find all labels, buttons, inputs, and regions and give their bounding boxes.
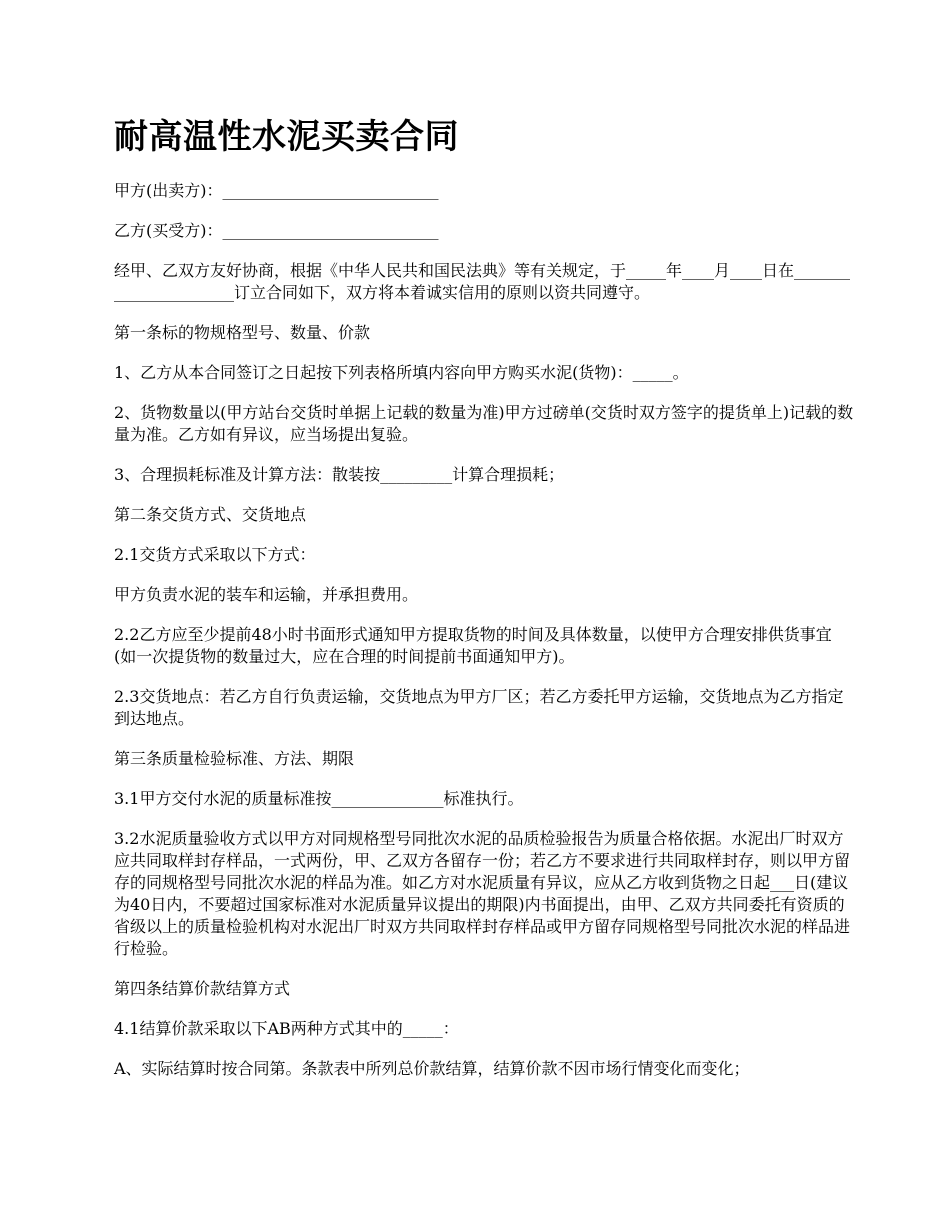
- clause-1-3: 3、合理损耗标准及计算方法：散装按_________计算合理损耗；: [114, 465, 565, 484]
- article-2-heading: 第二条交货方式、交货地点: [114, 505, 307, 524]
- article-4-heading: 第四条结算价款结算方式: [114, 979, 291, 998]
- clause-1-1: 1、乙方从本合同签订之日起按下列表格所填内容向甲方购买水泥(货物)：_____。: [114, 363, 689, 382]
- clause-2-1: 2.1交货方式采取以下方式：: [114, 545, 316, 564]
- clause-2-2: 2.2乙方应至少提前48小时书面形式通知甲方提取货物的时间及具体数量，以使甲方合理安排供货事宜(如一次提货物的数量过大，应在合理的时间提前书面通知甲方)。: [114, 625, 832, 666]
- clause-4-1: 4.1结算价款采取以下AB两种方式其中的_____：: [114, 1019, 459, 1038]
- clause-2-1-detail: 甲方负责水泥的装车和运输，并承担费用。: [114, 585, 419, 604]
- seller-line: 甲方(出卖方)：___________________________: [114, 181, 439, 200]
- document-page: [114, 112, 854, 1098]
- buyer-line: 乙方(买受方)：___________________________: [114, 221, 439, 240]
- preamble-paragraph: 经甲、乙双方友好协商，根据《中华人民共和国民法典》等有关规定，于_____年____月____日在______________________订立合同如下，双方将本着诚实信用的原则以资共同遵守。: [114, 261, 851, 302]
- clause-3-2: 3.2水泥质量验收方式以甲方对同规格型号同批次水泥的品质检验报告为质量合格依据。水泥出厂时双方应共同取样封存样品，一式两份，甲、乙双方各留存一份；若乙方不要求进行共同取样封存，则以甲方留存的同规格型号同批次水泥的样品为准。如乙方对水泥质量有异议，应从乙方收到货物之日起___日(建议为40日内，不要超过国家标准对水泥质量异议提出的期限)内书面提出，由甲、乙双方共同委托有资质的省级以上的质量检验机构对水泥出厂时双方共同取样封存样品或甲方留存同规格型号同批次水泥的样品进行检验。: [114, 829, 851, 958]
- clause-3-1: 3.1甲方交付水泥的质量标准按______________标准执行。: [114, 789, 524, 808]
- clause-1-2: 2、货物数量以(甲方站台交货时单据上记载的数量为准)甲方过磅单(交货时双方签字的提货单上)记载的数量为准。乙方如有异议，应当场提出复验。: [114, 403, 854, 444]
- article-1-heading: 第一条标的物规格型号、数量、价款: [114, 323, 371, 342]
- article-3-heading: 第三条质量检验标准、方法、期限: [114, 749, 355, 768]
- clause-4-1-option-a: A、实际结算时按合同第。条款表中所列总价款结算，结算价款不因市场行情变化而变化；: [114, 1059, 750, 1078]
- clause-2-3: 2.3交货地点：若乙方自行负责运输，交货地点为甲方厂区；若乙方委托甲方运输，交货地点为乙方指定到达地点。: [114, 687, 844, 728]
- document-title: 耐高温性水泥买卖合同: [114, 117, 459, 157]
